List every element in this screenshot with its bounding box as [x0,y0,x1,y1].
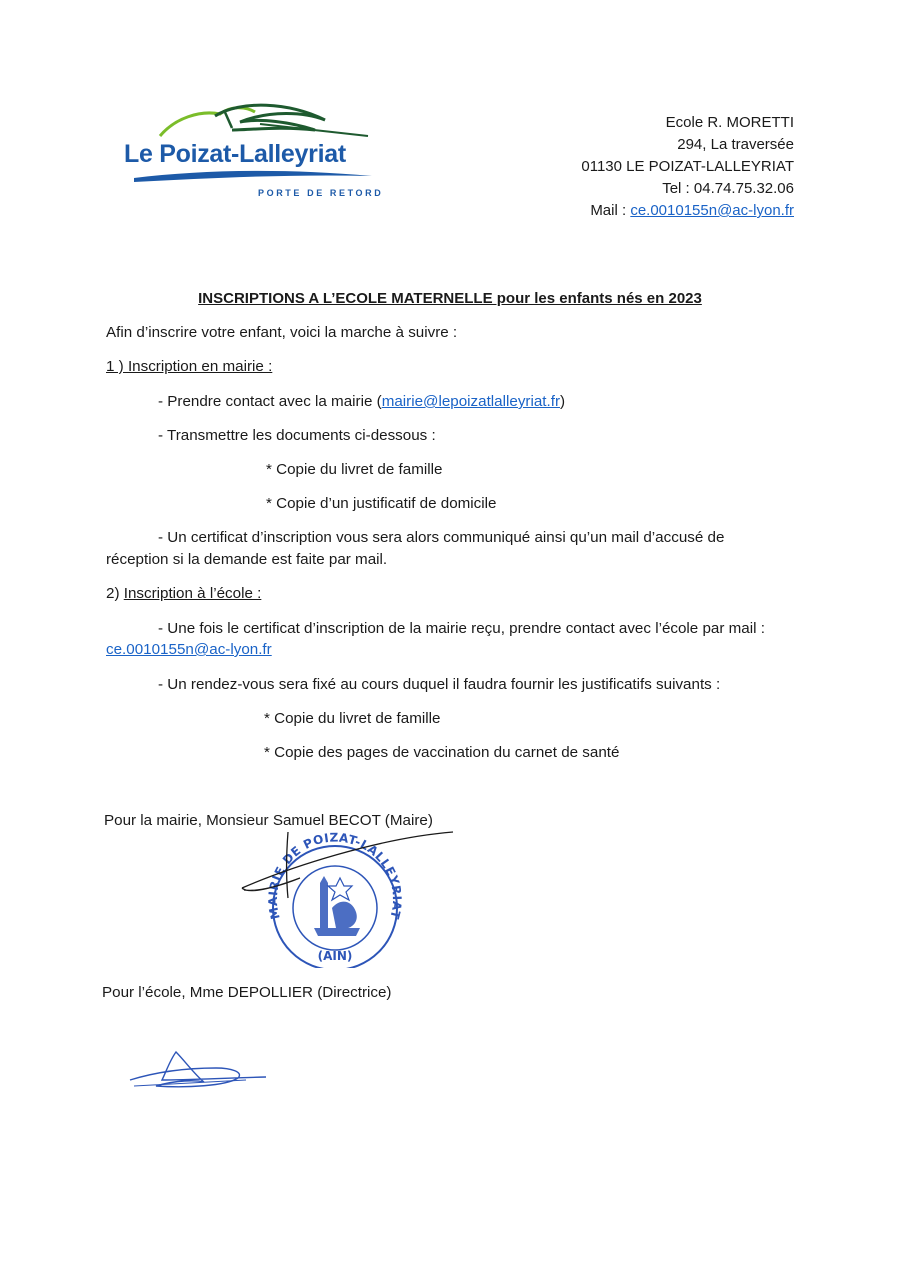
section1-doc-item: * Copie du livret de famille [266,461,443,478]
school-street: 294, La traversée [677,136,794,153]
official-seal-icon [228,828,468,968]
section2-doc-item: * Copie du livret de famille [264,710,441,727]
page-title: INSCRIPTIONS A L’ECOLE MATERNELLE pour les enfants nés en 2023 [198,290,702,307]
mail-label: Mail : [590,202,631,219]
school-mail-link[interactable]: ce.0010155n@ac-lyon.fr [630,202,794,219]
handwritten-signature-icon [126,1046,271,1091]
section2-heading-text: Inscription à l’école : [123,585,262,602]
directrice-signature [126,1046,271,1091]
mairie-signature-line: Pour la mairie, Monsieur Samuel BECOT (Maire) [104,812,433,829]
school-city: 01130 LE POIZAT-LALLEYRIAT [581,158,794,175]
section2-number: 2) [106,585,124,602]
section2-step2: - Un rendez-vous sera fixé au cours duquel il faudra fournir les justificatifs suivants : [158,676,721,693]
school-name: Ecole R. MORETTI [665,114,794,131]
section2-step1: - Une fois le certificat d’inscription de la mairie reçu, prendre contact avec l’école par mail : [158,620,765,637]
logo-title: Le Poizat-Lalleyriat [124,140,346,168]
stamp-ring-text: MAIRIE DE POIZAT-LALLEYRIAT [265,830,405,921]
municipality-logo [120,100,384,205]
stamp-bottom-text: (AIN) [317,949,353,963]
school-mail-line [581,200,794,222]
ecole-signature-line: Pour l’école, Mme DEPOLLIER (Directrice) [102,984,392,1001]
section1-step1 [158,393,565,410]
section1-step2: - Transmettre les documents ci-dessous : [158,427,436,444]
mairie-mail-link[interactable]: mairie@lepoizatlalleyriat.fr [381,393,561,410]
step1-suffix: ) [560,393,566,410]
section1-step3-line2: réception si la demande est faite par mail. [106,551,388,568]
section2-heading [106,585,261,602]
section1-step3-line1: - Un certificat d’inscription vous sera alors communiqué ainsi qu’un mail d’accusé de [158,529,725,546]
step1-prefix: - Prendre contact avec la mairie ( [158,393,382,410]
logo-subtitle: PORTE DE RETORD [258,188,384,198]
school-phone: Tel : 04.74.75.32.06 [662,180,794,197]
mairie-stamp [228,828,468,968]
section2-doc-item: * Copie des pages de vaccination du carnet de santé [264,744,620,761]
school-mail-link-body[interactable]: ce.0010155n@ac-lyon.fr [106,641,272,658]
school-address [581,112,794,222]
section1-doc-item: * Copie d’un justificatif de domicile [266,495,497,512]
intro-text: Afin d’inscrire votre enfant, voici la marche à suivre : [106,324,458,341]
section1-heading: 1 ) Inscription en mairie : [106,358,273,375]
